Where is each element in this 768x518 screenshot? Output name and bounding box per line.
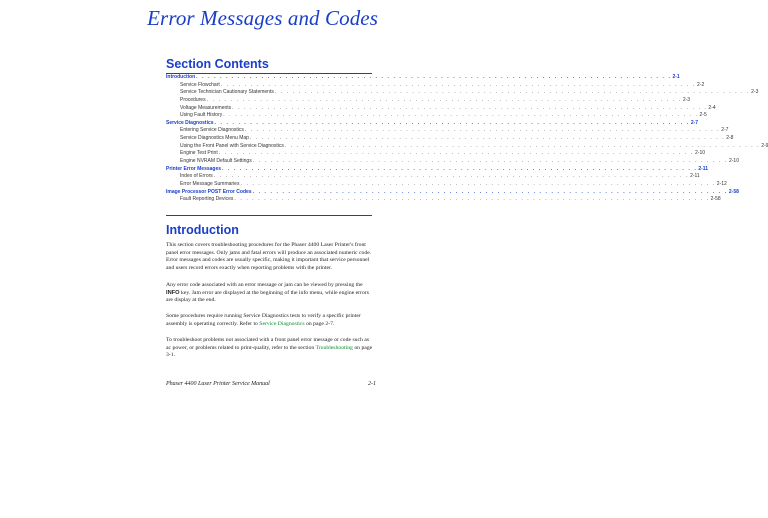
intro-paragraph-4-before: To troubleshoot problems not associated with a front panel error message or code such as ac power, or problems related to print-quality, refer to the section <box>166 337 370 351</box>
table-of-contents <box>166 73 768 204</box>
footer-manual-title: Phaser 4400 Laser Printer Service Manual <box>166 381 270 387</box>
toc-entry-label: Printer Error Messages <box>166 165 222 172</box>
toc-entry-page: 2-7 <box>690 119 699 126</box>
chapter-title: Error Messages and Codes <box>147 6 378 30</box>
toc-entry-page: 2-11 <box>690 173 700 180</box>
introduction-heading: Introduction <box>166 223 239 237</box>
toc-entry-label: Service Flowchart <box>180 81 220 88</box>
toc-entry[interactable] <box>166 119 699 128</box>
intro-paragraph-2-after: key. Jam error are displayed at the beginning of the info menu, while engine errors are display at the end. <box>166 289 369 304</box>
toc-entry-page: 2-4 <box>708 104 716 111</box>
toc-entry-page: 2-2 <box>697 81 705 88</box>
toc-leader-dots: . . . . . . . . . . . . . . . . . . . . . . . . . . . . . . . . . . . . . . . . . . . . . . . . . . . . . . . . . . . . . . . . . . . . . . . . . . . . . . . . <box>213 173 690 180</box>
troubleshooting-link[interactable]: Troubleshooting <box>315 344 353 351</box>
toc-leader-dots: . . . . . . . . . . . . . . . . . . . . . . . . . . . . . . . . . . . . . . . . . . . . . . . . . . . . . . . . . . . . . . . . . . . . . . . . . . . . . . . . <box>249 135 726 142</box>
toc-entry[interactable] <box>166 173 700 181</box>
toc-entry[interactable] <box>166 74 680 82</box>
service-diagnostics-link[interactable]: Service Diagnostics <box>259 320 305 327</box>
toc-entry-page: 2-3 <box>751 89 759 96</box>
toc-leader-dots: . . . . . . . . . . . . . . . . . . . . . . . . . . . . . . . . . . . . . . . . . . . . . . . . . . . . . . . . . . . . . . . . . . . . . . . . . . . . . . . . <box>244 127 721 134</box>
toc-entry-page: 2-9 <box>761 142 768 149</box>
toc-entry-page: 2-10 <box>728 158 739 165</box>
toc-entry-page: 2-5 <box>699 112 707 119</box>
toc-leader-dots: . . . . . . . . . . . . . . . . . . . . . . . . . . . . . . . . . . . . . . . . . . . . . . . . . . . . . . . . . . . . . . . . . . . . . . . . . . . . . . . . <box>234 196 710 203</box>
toc-entry-label: Using the Front Panel with Service Diagnostics <box>180 142 284 149</box>
toc-entry[interactable] <box>166 104 716 113</box>
toc-entry-label: Service Diagnostics <box>166 119 214 126</box>
toc-leader-dots: . . . . . . . . . . . . . . . . . . . . . . . . . . . . . . . . . . . . . . . . . . . . . . . . . . . . . . . . . . . . . . . . . . . . . . . . . . . . . . . . <box>232 104 708 111</box>
toc-entry-page: 2-11 <box>698 165 709 172</box>
toc-entry-label: Fault Reporting Devices <box>180 196 234 203</box>
intro-paragraph-1-text: This section covers troubleshooting procedures for the Phaser 4400 Laser Printer's front panel error messages. Only jams and fatal errors will produce an associated numeric code. Error messages and codes are usually specific, making it important that service personnel and users record errors exactly when reporting problems with the printer. <box>166 242 372 272</box>
toc-entry[interactable] <box>166 150 706 158</box>
toc-entry[interactable] <box>166 158 739 166</box>
toc-entry[interactable] <box>166 112 707 120</box>
toc-bottom-rule <box>166 215 372 216</box>
toc-leader-dots: . . . . . . . . . . . . . . . . . . . . . . . . . . . . . . . . . . . . . . . . . . . . . . . . . . . . . . . . . . . . . . . . . . . . . . . . . . . . . . . . <box>222 165 698 172</box>
toc-entry-page: 2-3 <box>682 96 691 103</box>
toc-entry-label: Image Processor POST Error Codes <box>166 188 252 195</box>
toc-entry-page: 2-10 <box>695 150 706 157</box>
toc-entry-label: Procedures <box>180 96 206 103</box>
info-key-label: INFO <box>166 289 180 296</box>
intro-paragraph-2 <box>166 282 374 305</box>
toc-leader-dots: . . . . . . . . . . . . . . . . . . . . . . . . . . . . . . . . . . . . . . . . . . . . . . . . . . . . . . . . . . . . . . . . . . . . . . . . . . . . . . . . <box>240 180 716 187</box>
toc-entry[interactable] <box>166 196 721 204</box>
toc-entry[interactable] <box>166 165 709 174</box>
toc-entry-label: Service Technician Cautionary Statements <box>180 89 274 96</box>
toc-leader-dots: . . . . . . . . . . . . . . . . . . . . . . . . . . . . . . . . . . . . . . . . . . . . . . . . . . . . . . . . . . . . . . . . . . . . . . . . . . . . . . . . <box>196 74 672 80</box>
section-contents-title: Section Contents <box>166 57 269 71</box>
toc-entry-label: Error Message Summaries <box>180 180 240 187</box>
toc-entry-page: 2-7 <box>721 127 729 134</box>
toc-leader-dots: . . . . . . . . . . . . . . . . . . . . . . . . . . . . . . . . . . . . . . . . . . . . . . . . . . . . . . . . . . . . . . . . . . . . . . . . . . . . . . . . <box>252 158 728 165</box>
toc-entry-page: 2-58 <box>728 188 739 195</box>
toc-entry-label: Entering Service Diagnostics <box>180 127 244 134</box>
toc-leader-dots: . . . . . . . . . . . . . . . . . . . . . . . . . . . . . . . . . . . . . . . . . . . . . . . . . . . . . . . . . . . . . . . . . . . . . . . . . . . . . . . . <box>223 112 699 119</box>
toc-entry-label: Index of Errors <box>180 173 213 180</box>
toc-entry-label: Using Fault History <box>180 112 223 119</box>
toc-entry-label: Service Diagnostics Menu Map <box>180 135 249 142</box>
footer-page-number: 2-1 <box>368 381 376 387</box>
toc-entry-page: 2-58 <box>710 196 721 203</box>
toc-entry[interactable] <box>166 180 727 189</box>
toc-entry-page: 2-1 <box>672 74 680 80</box>
intro-paragraph-1 <box>166 242 374 273</box>
toc-leader-dots: . . . . . . . . . . . . . . . . . . . . . . . . . . . . . . . . . . . . . . . . . . . . . . . . . . . . . . . . . . . . . . . . . . . . . . . . . . . . . . . . <box>206 96 682 103</box>
toc-entry[interactable] <box>166 89 759 97</box>
intro-paragraph-3-before: Some procedures require running Service Diagnostics tests to verify a specific printer assembly is operating correctly. Refer to <box>166 313 361 327</box>
toc-entry[interactable] <box>166 188 739 197</box>
toc-entry-page: 2-12 <box>716 180 727 187</box>
toc-entry[interactable] <box>166 127 729 135</box>
intro-paragraph-4-after: on page 3-1. <box>166 344 373 359</box>
intro-paragraph-3-after: on page 2-7. <box>304 320 335 327</box>
toc-leader-dots: . . . . . . . . . . . . . . . . . . . . . . . . . . . . . . . . . . . . . . . . . . . . . . . . . . . . . . . . . . . . . . . . . . . . . . . . . . . . . . . . <box>284 142 761 149</box>
toc-entry[interactable] <box>166 96 691 105</box>
toc-entry[interactable] <box>166 142 768 151</box>
toc-entry-label: Engine NVRAM Default Settings <box>180 158 252 165</box>
toc-entry-label: Voltage Measurements <box>180 104 232 111</box>
intro-paragraph-3 <box>166 313 374 328</box>
toc-entry[interactable] <box>166 135 734 143</box>
toc-leader-dots: . . . . . . . . . . . . . . . . . . . . . . . . . . . . . . . . . . . . . . . . . . . . . . . . . . . . . . . . . . . . . . . . . . . . . . . . . . . . . . . . <box>274 89 751 96</box>
toc-entry-label: Introduction <box>166 74 196 80</box>
toc-leader-dots: . . . . . . . . . . . . . . . . . . . . . . . . . . . . . . . . . . . . . . . . . . . . . . . . . . . . . . . . . . . . . . . . . . . . . . . . . . . . . . . . <box>218 150 694 157</box>
toc-leader-dots: . . . . . . . . . . . . . . . . . . . . . . . . . . . . . . . . . . . . . . . . . . . . . . . . . . . . . . . . . . . . . . . . . . . . . . . . . . . . . . . . <box>252 188 728 195</box>
toc-entry-label: Engine Test Print <box>180 150 218 157</box>
intro-paragraph-2-before: Any error code associated with an error message or jam can be viewed by pressing the <box>166 282 363 288</box>
toc-leader-dots: . . . . . . . . . . . . . . . . . . . . . . . . . . . . . . . . . . . . . . . . . . . . . . . . . . . . . . . . . . . . . . . . . . . . . . . . . . . . . . . . <box>220 81 697 88</box>
toc-leader-dots: . . . . . . . . . . . . . . . . . . . . . . . . . . . . . . . . . . . . . . . . . . . . . . . . . . . . . . . . . . . . . . . . . . . . . . . . . . . . . . . . <box>214 119 690 126</box>
intro-paragraph-4 <box>166 337 374 360</box>
toc-entry-page: 2-8 <box>726 135 734 142</box>
toc-entry[interactable] <box>166 81 705 90</box>
